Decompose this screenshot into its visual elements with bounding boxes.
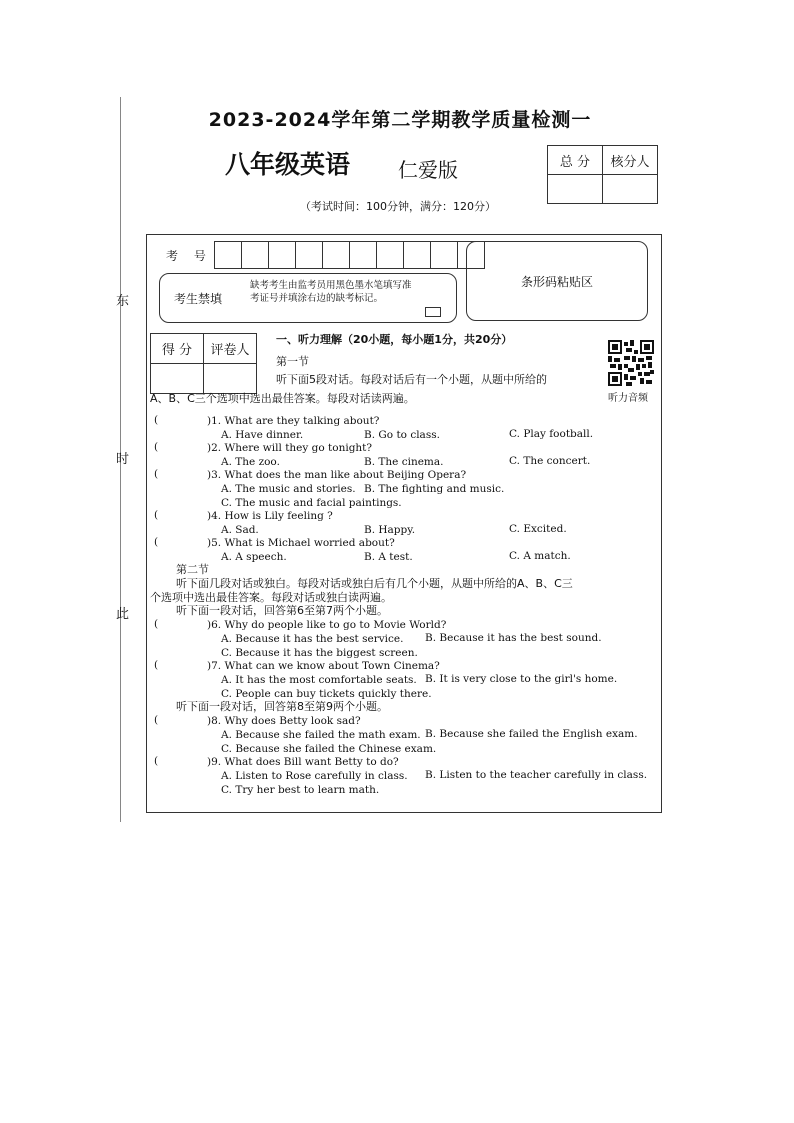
answer-paren[interactable]: ( [154, 414, 159, 426]
answer-paren[interactable]: ( [154, 536, 159, 548]
digit-box[interactable] [403, 241, 431, 269]
answer-paren[interactable]: ( [154, 509, 159, 521]
option-c: C. Play football. [509, 428, 594, 440]
option-a: A. Because she failed the math exam. [221, 729, 421, 741]
option-a: A. Sad. [221, 524, 259, 536]
exam-number-label: 考 号 [166, 249, 212, 263]
option-b: B. Listen to the teacher carefully in class. [425, 769, 648, 781]
digit-box[interactable] [376, 241, 404, 269]
edition-label: 仁爱版 [398, 158, 458, 182]
question-text: )9. What does Bill want Betty to do? [207, 756, 399, 768]
part2-instruction: 个选项中选出最佳答案。每段对话或独白读两遍。 [150, 591, 392, 604]
subsection-instruction: 听下面一段对话，回答第6至第7两个小题。 [176, 604, 388, 617]
total-score-table [547, 145, 658, 204]
part2-instruction: 听下面几段对话或独白。每段对话或独白后有几个小题，从题中所给的A、B、C三 [176, 577, 573, 590]
score-cell[interactable] [151, 364, 204, 394]
qr-code-icon[interactable] [608, 340, 654, 386]
total-score-cell[interactable] [548, 175, 603, 204]
option-b: B. A test. [364, 551, 413, 563]
margin-char: 东 [116, 294, 130, 309]
section-heading: 一、听力理解（20小题，每小题1分，共20分） [276, 333, 513, 346]
option-b: B. Go to class. [364, 429, 440, 441]
option-b: B. The cinema. [364, 456, 444, 468]
answer-paren[interactable]: ( [154, 618, 159, 630]
digit-box[interactable] [322, 241, 350, 269]
question-text: )3. What does the man like about Beijing Opera? [207, 469, 467, 481]
option-c: C. Try her best to learn math. [221, 784, 380, 796]
question-text: )5. What is Michael worried about? [207, 537, 395, 549]
score-header: 得 分 [151, 334, 204, 364]
exam-title: 2023-2024学年第二学期教学质量检测一 [208, 109, 592, 131]
option-c: C. The music and facial paintings. [221, 497, 402, 509]
exam-info: （考试时间：100分钟，满分：120分） [300, 200, 496, 213]
subsection-instruction: 听下面一段对话，回答第8至第9两个小题。 [176, 700, 388, 713]
option-c: C. Because it has the biggest screen. [221, 647, 418, 659]
part1-title: 第一节 [276, 355, 309, 368]
forbid-note: 缺考考生由监考员用黑色墨水笔填写准考证号并填涂右边的缺考标记。 [250, 280, 412, 304]
option-c: C. People can buy tickets quickly there. [221, 688, 432, 700]
grader-cell[interactable] [204, 364, 257, 394]
digit-box[interactable] [430, 241, 458, 269]
digit-box[interactable] [241, 241, 269, 269]
option-a: A. The music and stories. [221, 483, 356, 495]
option-c: C. A match. [509, 550, 571, 562]
option-b: B. Happy. [364, 524, 416, 536]
option-c: C. Excited. [509, 523, 567, 535]
qr-label: 听力音频 [608, 393, 648, 404]
grader-header: 评卷人 [204, 334, 257, 364]
option-a: A. It has the most comfortable seats. [221, 674, 417, 686]
question-text: )2. Where will they go tonight? [207, 442, 373, 454]
answer-paren[interactable]: ( [154, 468, 159, 480]
margin-char: 此 [116, 607, 130, 622]
digit-box[interactable] [268, 241, 296, 269]
checker-cell[interactable] [603, 175, 658, 204]
digit-box[interactable] [349, 241, 377, 269]
total-score-header: 总 分 [548, 146, 603, 175]
option-b: B. The fighting and music. [364, 483, 505, 495]
option-b: B. Because she failed the English exam. [425, 728, 638, 740]
answer-paren[interactable]: ( [154, 714, 159, 726]
option-b: B. It is very close to the girl's home. [425, 673, 618, 685]
answer-paren[interactable]: ( [154, 755, 159, 767]
subject-title: 八年级英语 [225, 150, 351, 179]
question-text: )4. How is Lily feeling ? [207, 510, 333, 522]
barcode-label: 条形码粘贴区 [520, 275, 593, 289]
digit-box[interactable] [295, 241, 323, 269]
question-text: )7. What can we know about Town Cinema? [207, 660, 440, 672]
margin-char: 时 [116, 452, 130, 467]
option-a: A. Because it has the best service. [221, 633, 404, 645]
checker-header: 核分人 [603, 146, 658, 175]
option-a: A. The zoo. [221, 456, 280, 468]
question-text: )1. What are they talking about? [207, 415, 380, 427]
option-c: C. Because she failed the Chinese exam. [221, 743, 437, 755]
digit-box[interactable] [214, 241, 242, 269]
part1-instruction: 听下面5段对话。每段对话后有一个小题，从题中所给的 [276, 373, 547, 386]
exam-number-boxes[interactable] [215, 241, 485, 269]
answer-paren[interactable]: ( [154, 441, 159, 453]
forbid-label: 考生禁填 [174, 292, 223, 306]
part1-instruction: A、B、C三个选项中选出最佳答案。每段对话读两遍。 [150, 392, 415, 405]
option-a: A. Listen to Rose carefully in class. [221, 770, 408, 782]
option-a: A. Have dinner. [221, 429, 304, 441]
option-a: A. A speech. [221, 551, 287, 563]
part2-title: 第二节 [176, 563, 209, 576]
grade-table [150, 333, 257, 394]
absent-mark-box[interactable] [425, 307, 441, 317]
question-text: )6. Why do people like to go to Movie World? [207, 619, 447, 631]
option-c: C. The concert. [509, 455, 591, 467]
option-b: B. Because it has the best sound. [425, 632, 602, 644]
barcode-area [466, 241, 648, 321]
question-text: )8. Why does Betty look sad? [207, 715, 361, 727]
answer-paren[interactable]: ( [154, 659, 159, 671]
